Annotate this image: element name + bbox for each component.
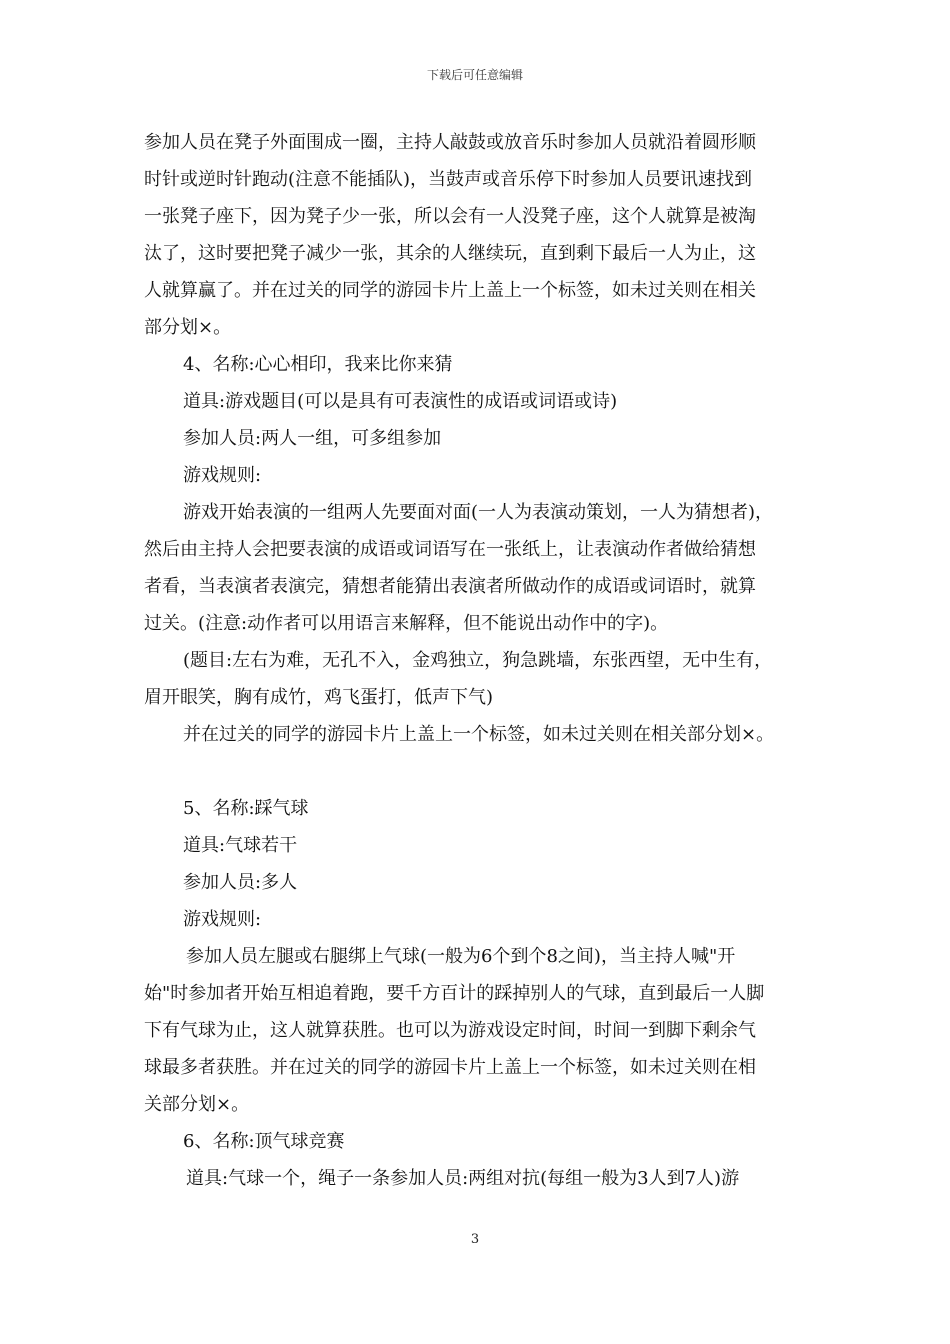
participants-line: 参加人员:两人一组，可多组参加 [183, 428, 442, 449]
paragraph-line: 部分划×。 [144, 317, 232, 338]
paragraph-line: 关部分划×。 [144, 1094, 250, 1115]
paragraph-line: 参加人员在凳子外面围成一圈，主持人敲鼓或放音乐时参加人员就沿着圆形顺 [144, 132, 756, 153]
section-title: 6、名称:顶气球竞赛 [183, 1131, 345, 1152]
paragraph-line: 下有气球为止，这人就算获胜。也可以为游戏设定时间，时间一到脚下剩余气 [144, 1020, 756, 1041]
paragraph-line: 过关。(注意:动作者可以用语言来解释，但不能说出动作中的字)。 [144, 613, 669, 634]
paragraph-line: 时针或逆时针跑动(注意不能插队)，当鼓声或音乐停下时参加人员要讯速找到 [144, 169, 753, 190]
participants-line: 参加人员:多人 [183, 872, 298, 893]
rules-heading: 游戏规则: [183, 465, 262, 486]
paragraph-line: 者看，当表演者表演完，猜想者能猜出表演者所做动作的成语或词语时，就算 [144, 576, 756, 597]
page-header: 下载后可任意编辑 [426, 68, 523, 82]
paragraph-line: 一张凳子座下，因为凳子少一张，所以会有一人没凳子座，这个人就算是被淘 [144, 206, 756, 227]
paragraph-line: 眉开眼笑，胸有成竹，鸡飞蛋打，低声下气) [144, 687, 494, 708]
paragraph-line: 始"时参加者开始互相追着跑，要千方百计的踩掉别人的气球，直到最后一人脚 [144, 983, 765, 1004]
paragraph-line: 参加人员左腿或右腿绑上气球(一般为6个到个8之间)，当主持人喊"开 [186, 946, 736, 967]
paragraph-line: 并在过关的同学的游园卡片上盖上一个标签，如未过关则在相关部分划×。 [183, 724, 775, 745]
paragraph-line: 人就算赢了。并在过关的同学的游园卡片上盖上一个标签，如未过关则在相关 [144, 280, 756, 301]
paragraph-line: 然后由主持人会把要表演的成语或词语写在一张纸上，让表演动作者做给猜想 [144, 539, 756, 560]
paragraph-line: (题目:左右为难，无孔不入，金鸡独立，狗急跳墙，东张西望，无中生有， [183, 650, 773, 671]
document-body [144, 124, 820, 1197]
props-line: 道具:气球一个，绳子一条参加人员:两组对抗(每组一般为3人到7人)游 [186, 1168, 740, 1189]
props-line: 道具:游戏题目(可以是具有可表演性的成语或词语或诗) [183, 391, 618, 412]
page-number: 3 [470, 1232, 480, 1247]
paragraph-line: 游戏开始表演的一组两人先要面对面(一人为表演动策划，一人为猜想者)， [183, 502, 774, 523]
paragraph-line: 汰了，这时要把凳子减少一张，其余的人继续玩，直到剩下最后一人为止，这 [144, 243, 756, 264]
blank-line [144, 753, 820, 790]
section-title: 4、名称:心心相印，我来比你来猜 [183, 354, 453, 375]
rules-heading: 游戏规则: [183, 909, 262, 930]
section-title: 5、名称:踩气球 [183, 798, 309, 819]
paragraph-line: 球最多者获胜。并在过关的同学的游园卡片上盖上一个标签，如未过关则在相 [144, 1057, 756, 1078]
props-line: 道具:气球若干 [183, 835, 298, 856]
